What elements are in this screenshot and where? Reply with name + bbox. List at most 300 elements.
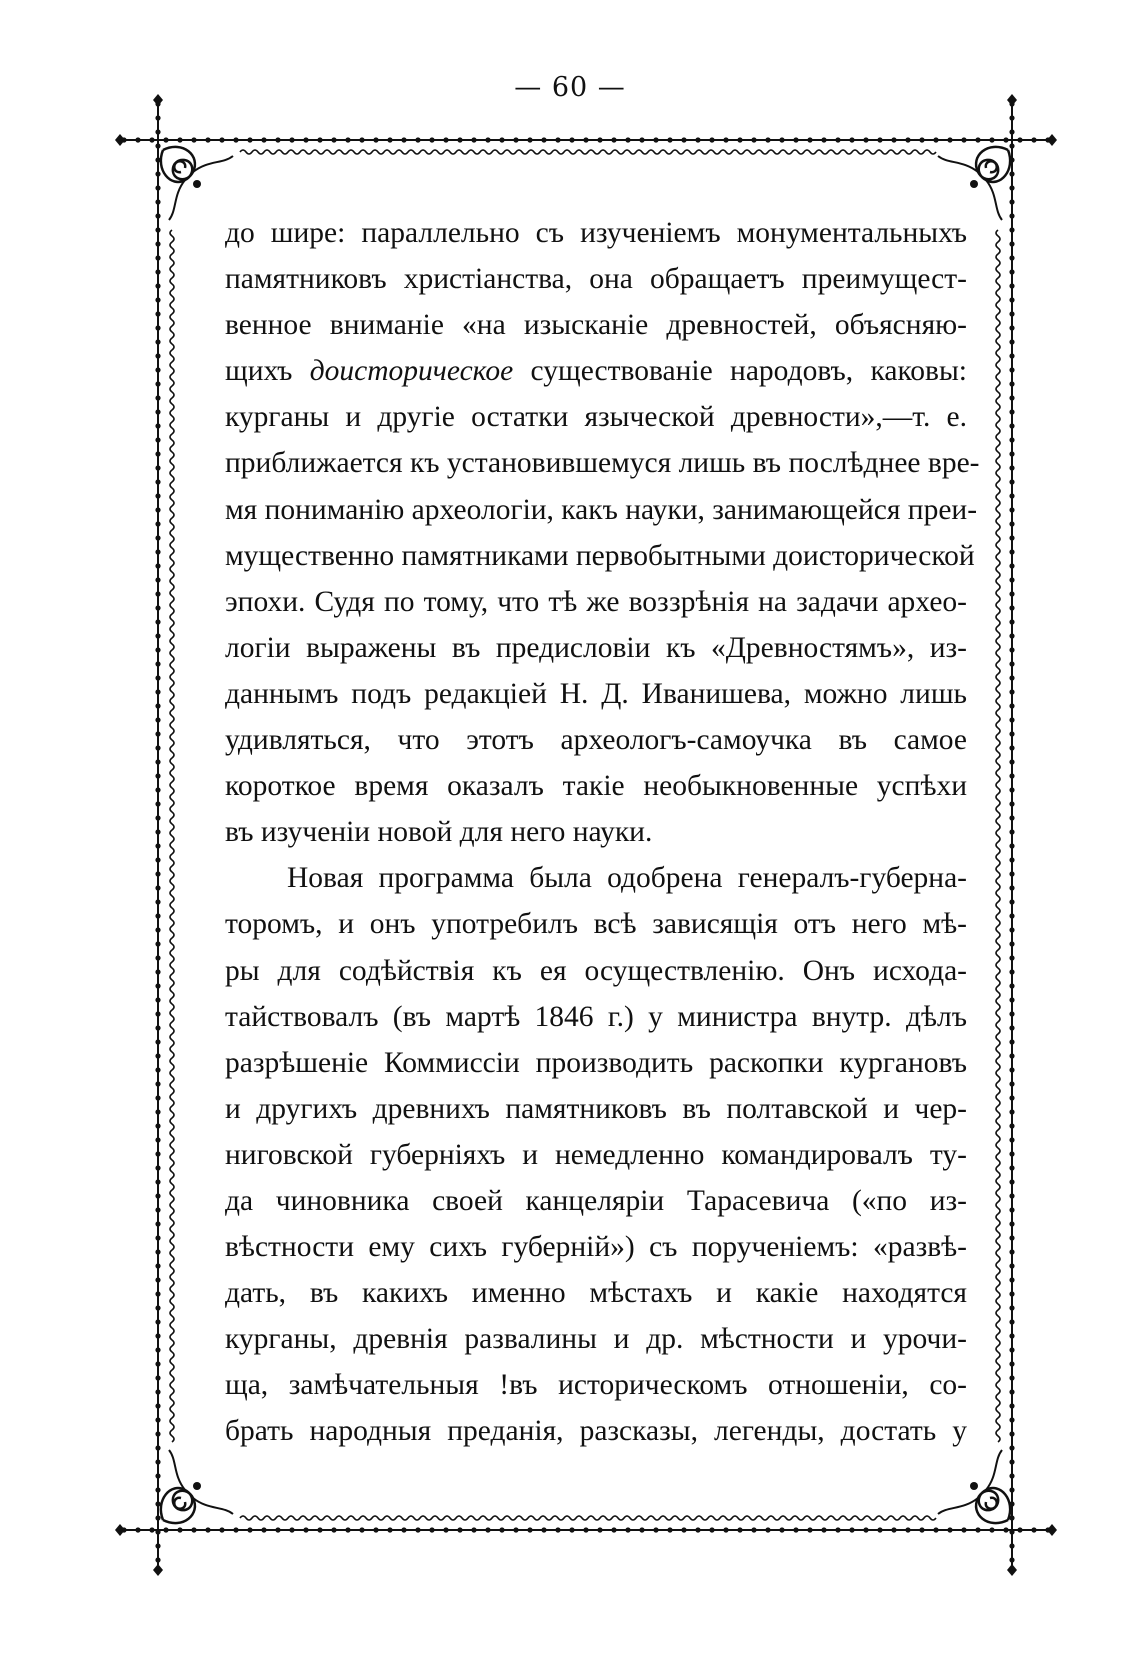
border-bead (155, 1095, 160, 1100)
border-bead (149, 1527, 154, 1532)
text-line: памятниковъ христіанства, она обращаетъ преимущест- (225, 263, 967, 296)
border-bead (709, 137, 714, 142)
border-bead (155, 493, 160, 498)
border-bead (155, 997, 160, 1002)
border-bead (1017, 1527, 1022, 1532)
border-bead (835, 1527, 840, 1532)
border-bead (1009, 1193, 1014, 1198)
border-bead (155, 731, 160, 736)
border-bead (905, 137, 910, 142)
border-bead (1009, 815, 1014, 820)
border-bead (155, 689, 160, 694)
border-bead (155, 857, 160, 862)
text-line: ры для содѣйствія къ ея осуществленію. Онъ исхода- (225, 954, 967, 987)
border-bead (1009, 843, 1014, 848)
border-bead (1009, 1165, 1014, 1170)
border-bead (1009, 1543, 1014, 1548)
border-bead (499, 1527, 504, 1532)
border-bead (1009, 1473, 1014, 1478)
border-bead (155, 479, 160, 484)
border-bead (1009, 563, 1014, 568)
border-bead (155, 409, 160, 414)
border-bead (1009, 829, 1014, 834)
border-bead (155, 955, 160, 960)
border-bead (149, 137, 154, 142)
border-bead (1009, 1179, 1014, 1184)
border-bead (155, 801, 160, 806)
border-bead (751, 1527, 756, 1532)
border-bead (1009, 997, 1014, 1002)
border-wave (170, 230, 174, 1442)
border-bead (499, 137, 504, 142)
border-bead (1009, 493, 1014, 498)
border-bead (275, 137, 280, 142)
border-bead (1009, 1011, 1014, 1016)
border-bead (415, 1527, 420, 1532)
border-bead (1009, 619, 1014, 624)
border-bead (155, 1249, 160, 1254)
border-bead (429, 1527, 434, 1532)
border-bead (569, 137, 574, 142)
border-bead (471, 1527, 476, 1532)
border-bead (1009, 1249, 1014, 1254)
border-bead (155, 213, 160, 218)
border-bead (1009, 1557, 1014, 1562)
border-bead (155, 1361, 160, 1366)
border-bead (205, 137, 210, 142)
border-bead (401, 1527, 406, 1532)
text-line: дать, въ какихъ именно мѣстахъ и какіе находятся (225, 1277, 967, 1310)
border-bead (1009, 143, 1014, 148)
border-bead (513, 137, 518, 142)
border-bead (155, 941, 160, 946)
text-line: вѣстности ему сихъ губерній») съ порученіемъ: «развѣ- (225, 1231, 967, 1264)
text-line: приближается къ установившемуся лишь въ послѣднее вре- (225, 447, 980, 480)
text-line: да чиновника своей канцеляріи Тарасевича («по из- (225, 1184, 967, 1217)
border-bead (1009, 1277, 1014, 1282)
border-bead (639, 1527, 644, 1532)
border-bead (1009, 241, 1014, 246)
border-bead (289, 137, 294, 142)
border-bead (527, 137, 532, 142)
border-bead (625, 1527, 630, 1532)
border-bead (975, 1527, 980, 1532)
border-bead (1009, 1025, 1014, 1030)
border-bead (1009, 759, 1014, 764)
border-bead (275, 1527, 280, 1532)
border-bead (155, 1319, 160, 1324)
border-bead (891, 137, 896, 142)
border-bead (513, 1527, 518, 1532)
border-bead (1009, 1221, 1014, 1226)
border-diamond (115, 134, 125, 146)
border-bead (155, 1081, 160, 1086)
border-bead (849, 1527, 854, 1532)
border-bead (155, 1235, 160, 1240)
border-bead (1009, 871, 1014, 876)
border-bead (401, 137, 406, 142)
border-bead (155, 983, 160, 988)
border-bead (1009, 1375, 1014, 1380)
border-bead (975, 137, 980, 142)
corner-ornament-bottom-left-icon (161, 1450, 233, 1523)
border-bead (155, 661, 160, 666)
border-bead (155, 913, 160, 918)
border-bead (667, 137, 672, 142)
border-bead (155, 367, 160, 372)
border-bead (155, 199, 160, 204)
border-bead (155, 325, 160, 330)
border-bead (429, 137, 434, 142)
border-bead (1009, 605, 1014, 610)
border-bead (1009, 703, 1014, 708)
border-bead (1009, 661, 1014, 666)
border-bead (1009, 339, 1014, 344)
border-bead (1009, 1067, 1014, 1072)
border-bead (1009, 577, 1014, 582)
text-line: логіи выражены въ предисловіи къ «Древностямъ», из- (225, 631, 967, 664)
border-bead (155, 577, 160, 582)
border-bead (155, 339, 160, 344)
border-bead (155, 171, 160, 176)
border-bead (1009, 1417, 1014, 1422)
text-line: курганы и другіе остатки языческой древности»,—т. е. (225, 401, 967, 434)
border-bead (155, 927, 160, 932)
border-bead (155, 269, 160, 274)
border-bead (1009, 325, 1014, 330)
border-bead (387, 1527, 392, 1532)
border-bead (155, 675, 160, 680)
border-bead (597, 137, 602, 142)
border-bead (1009, 1431, 1014, 1436)
border-bead (247, 137, 252, 142)
border-bead (989, 137, 994, 142)
border-bead (1009, 1487, 1014, 1492)
border-bead (1009, 199, 1014, 204)
border-bead (1009, 885, 1014, 890)
border-bead (1031, 1527, 1036, 1532)
border-bead (155, 1543, 160, 1548)
border-bead (821, 1527, 826, 1532)
border-bead (639, 137, 644, 142)
border-bead (135, 1527, 140, 1532)
border-bead (1009, 591, 1014, 596)
border-bead (1009, 381, 1014, 386)
border-bead (485, 137, 490, 142)
border-bead (155, 703, 160, 708)
border-bead (155, 311, 160, 316)
border-bead (877, 137, 882, 142)
border-bead (1009, 857, 1014, 862)
border-bead (821, 137, 826, 142)
border-bead (373, 137, 378, 142)
border-bead (1009, 115, 1014, 120)
border-bead (1009, 535, 1014, 540)
border-bead (653, 1527, 658, 1532)
text-line: мущественно памятниками первобытными доисторической (225, 539, 975, 572)
text-line: брать народныя преданія, разсказы, легенды, достать у (225, 1415, 967, 1448)
border-bead (1009, 1151, 1014, 1156)
border-bead (1009, 1109, 1014, 1114)
border-bead (155, 227, 160, 232)
border-bead (1009, 717, 1014, 722)
border-bead (155, 1347, 160, 1352)
border-bead (891, 1527, 896, 1532)
border-bead (1009, 1081, 1014, 1086)
border-bead (681, 137, 686, 142)
border-bead (1009, 227, 1014, 232)
border-bead (155, 871, 160, 876)
border-bead (1009, 353, 1014, 358)
border-bead (155, 255, 160, 260)
border-bead (155, 185, 160, 190)
border-bead (1009, 423, 1014, 428)
border-bead (261, 137, 266, 142)
border-bead (155, 1515, 160, 1520)
border-bead (191, 1527, 196, 1532)
border-bead (331, 1527, 336, 1532)
border-bead (345, 137, 350, 142)
border-bead (541, 1527, 546, 1532)
border-bead (1009, 773, 1014, 778)
border-bead (807, 1527, 812, 1532)
border-bead (1009, 1319, 1014, 1324)
border-bead (155, 773, 160, 778)
border-bead (163, 1527, 168, 1532)
border-bead (1003, 137, 1008, 142)
border-bead (155, 1053, 160, 1058)
border-bead (541, 137, 546, 142)
border-bead (793, 137, 798, 142)
text-line: короткое время оказалъ такіе необыкновенные успѣхи (225, 770, 967, 803)
border-bead (155, 1431, 160, 1436)
border-bead (569, 1527, 574, 1532)
border-bead (1009, 1347, 1014, 1352)
border-bead (155, 619, 160, 624)
border-bead (155, 815, 160, 820)
border-bead (1009, 899, 1014, 904)
border-bead (1009, 1053, 1014, 1058)
border-bead (1009, 745, 1014, 750)
border-bead (527, 1527, 532, 1532)
border-bead (155, 1277, 160, 1282)
border-bead (155, 451, 160, 456)
border-bead (155, 1221, 160, 1226)
border-bead (835, 137, 840, 142)
border-bead (155, 1025, 160, 1030)
border-bead (723, 1527, 728, 1532)
border-diamond (153, 1564, 163, 1576)
border-bead (625, 137, 630, 142)
border-bead (331, 137, 336, 142)
border-bead (1009, 185, 1014, 190)
border-bead (1009, 731, 1014, 736)
border-bead (863, 1527, 868, 1532)
border-bead (155, 1529, 160, 1534)
border-bead (155, 381, 160, 386)
border-bead (155, 1193, 160, 1198)
border-bead (155, 1179, 160, 1184)
border-bead (1009, 1445, 1014, 1450)
border-bead (155, 549, 160, 554)
border-bead (961, 137, 966, 142)
border-bead (947, 137, 952, 142)
border-bead (1009, 969, 1014, 974)
border-bead (583, 137, 588, 142)
border-bead (1009, 213, 1014, 218)
border-bead (155, 759, 160, 764)
border-bead (1009, 409, 1014, 414)
border-bead (219, 1527, 224, 1532)
border-diamond (115, 1524, 125, 1536)
border-bead (155, 899, 160, 904)
text-line: удивляться, что этотъ археологъ-самоучка въ самое (225, 724, 967, 757)
border-bead (1009, 1361, 1014, 1366)
border-bead (155, 115, 160, 120)
text-line: разрѣшеніе Коммиссіи производить раскопки кургановъ (225, 1046, 967, 1079)
border-bead (1017, 137, 1022, 142)
border-bead (443, 137, 448, 142)
text-line: до шире: параллельно съ изученіемъ монументальныхъ (225, 217, 967, 249)
border-bead (1009, 1459, 1014, 1464)
border-bead (155, 969, 160, 974)
border-bead (155, 1039, 160, 1044)
border-bead (155, 885, 160, 890)
text-line (225, 348, 967, 394)
border-bead (155, 1165, 160, 1170)
border-bead (155, 535, 160, 540)
border-bead (1009, 1263, 1014, 1268)
border-bead (695, 137, 700, 142)
border-diamond (1047, 134, 1057, 146)
border-bead (1009, 787, 1014, 792)
border-bead (155, 717, 160, 722)
border-bead (1009, 941, 1014, 946)
border-bead (1009, 549, 1014, 554)
text-line: эпохи. Судя по тому, что тѣ же воззрѣнія на задачи архео- (225, 585, 967, 618)
border-bead (155, 1011, 160, 1016)
border-bead (289, 1527, 294, 1532)
border-bead (205, 1527, 210, 1532)
border-bead (1009, 913, 1014, 918)
border-bead (155, 605, 160, 610)
border-bead (933, 1527, 938, 1532)
border-bead (155, 241, 160, 246)
border-bead (1009, 983, 1014, 988)
border-bead (1009, 367, 1014, 372)
border-bead (1009, 1235, 1014, 1240)
border-bead (1009, 1305, 1014, 1310)
border-bead (1009, 1389, 1014, 1394)
border-bead (933, 137, 938, 142)
text-line: и другихъ древнихъ памятниковъ въ полтавской и чер- (225, 1092, 967, 1125)
border-bead (155, 143, 160, 148)
border-diamond (1047, 1524, 1057, 1536)
border-bead (177, 137, 182, 142)
border-bead (155, 1459, 160, 1464)
border-bead (155, 465, 160, 470)
border-wave (996, 230, 1000, 1442)
border-bead (989, 1527, 994, 1532)
border-bead (387, 137, 392, 142)
border-bead (303, 1527, 308, 1532)
body-text (225, 210, 980, 1455)
border-bead (863, 137, 868, 142)
border-bead (1009, 129, 1014, 134)
text-line: венное вниманіе «на изысканіе древностей, объясняю- (225, 309, 967, 342)
corner-ornament-bottom-right-icon (938, 1450, 1010, 1523)
border-bead (807, 137, 812, 142)
border-bead (155, 1473, 160, 1478)
border-bead (155, 129, 160, 134)
border-bead (751, 137, 756, 142)
border-bead (359, 137, 364, 142)
border-bead (135, 137, 140, 142)
border-bead (1009, 507, 1014, 512)
border-bead (191, 137, 196, 142)
border-bead (1009, 1137, 1014, 1142)
text-line: мя пониманію археологіи, какъ науки, занимающейся преи- (225, 493, 978, 526)
border-bead (765, 1527, 770, 1532)
border-bead (155, 521, 160, 526)
border-bead (155, 1305, 160, 1310)
border-bead (155, 563, 160, 568)
border-wave (240, 1516, 936, 1520)
border-bead (155, 843, 160, 848)
border-bead (155, 829, 160, 834)
border-bead (155, 1291, 160, 1296)
border-bead (155, 591, 160, 596)
border-bead (681, 1527, 686, 1532)
text-line: Новая программа была одобрена генералъ-губерна- (287, 862, 967, 895)
border-bead (1009, 451, 1014, 456)
border-bead (695, 1527, 700, 1532)
border-bead (1009, 1529, 1014, 1534)
border-bead (155, 1557, 160, 1562)
text-line: въ изученіи новой для него науки. (225, 816, 653, 849)
border-bead (793, 1527, 798, 1532)
border-bead (177, 1527, 182, 1532)
border-bead (1009, 1291, 1014, 1296)
border-bead (1009, 675, 1014, 680)
border-bead (779, 1527, 784, 1532)
border-bead (247, 1527, 252, 1532)
border-bead (1009, 255, 1014, 260)
border-bead (583, 1527, 588, 1532)
border-bead (597, 1527, 602, 1532)
border-bead (155, 283, 160, 288)
border-bead (155, 1375, 160, 1380)
border-bead (155, 437, 160, 442)
border-bead (1009, 1039, 1014, 1044)
border-bead (709, 1527, 714, 1532)
border-bead (155, 1417, 160, 1422)
border-bead (155, 1067, 160, 1072)
border-bead (155, 745, 160, 750)
border-bead (1003, 1527, 1008, 1532)
border-diamond (153, 94, 163, 106)
border-bead (219, 137, 224, 142)
border-bead (155, 1389, 160, 1394)
text-line: торомъ, и онъ употребилъ всѣ зависящія отъ него мѣ- (225, 908, 967, 941)
border-bead (1009, 171, 1014, 176)
border-wave (240, 150, 936, 154)
border-bead (155, 1123, 160, 1128)
border-bead (373, 1527, 378, 1532)
border-bead (303, 137, 308, 142)
border-bead (163, 137, 168, 142)
border-bead (1009, 311, 1014, 316)
